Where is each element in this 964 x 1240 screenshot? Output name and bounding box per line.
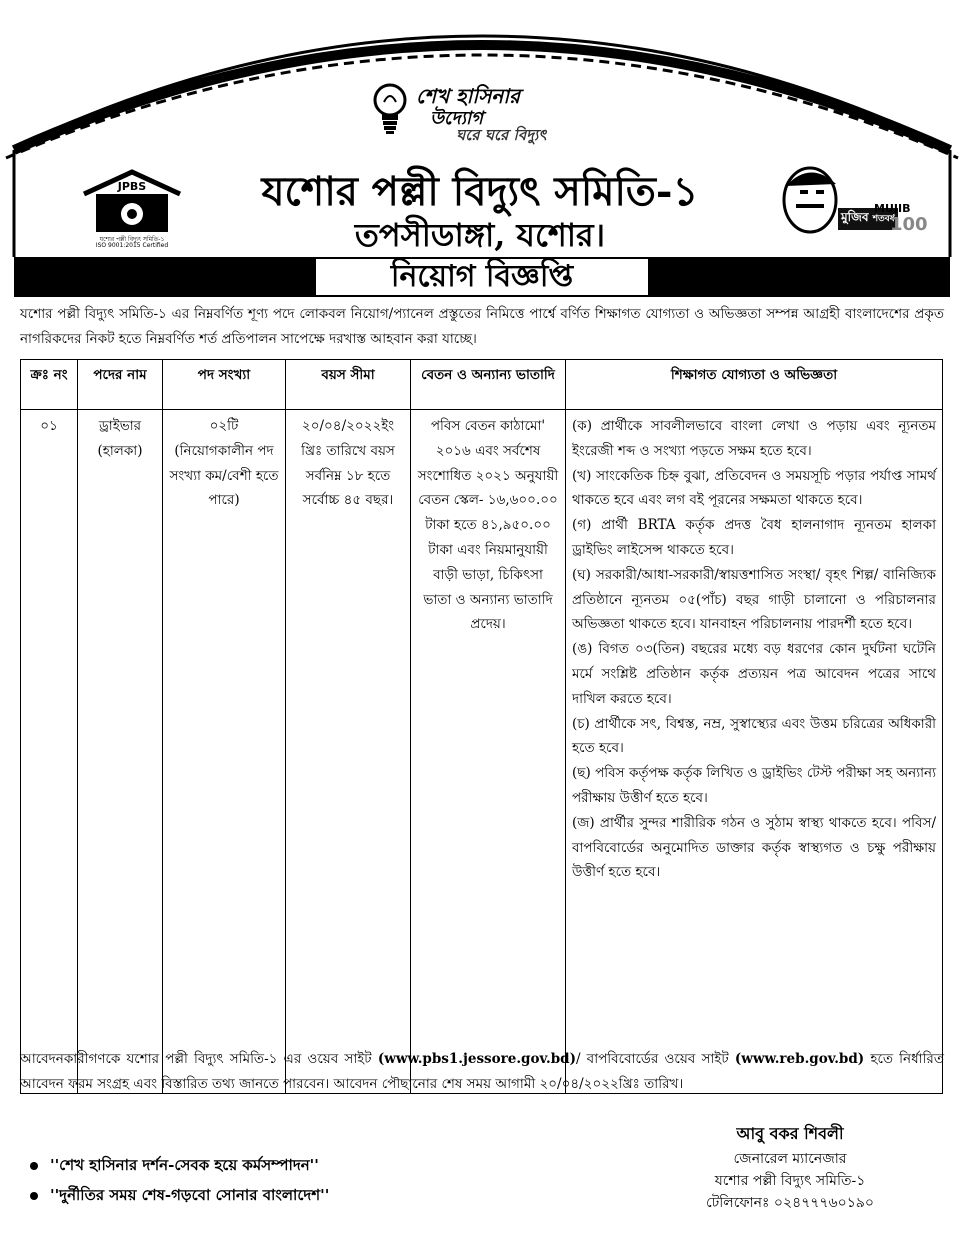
slogan-item: ''দুর্নীতির সময় শেষ-গড়বো সোনার বাংলাদেশ'' — [30, 1180, 590, 1210]
campaign-logo — [372, 82, 612, 146]
pbs-emblem-text: JPBS — [117, 180, 147, 193]
campaign-line-2: উদ্যোগ — [430, 108, 483, 129]
signatory-phone: টেলিফোনঃ ০২৪৭৭৭৬০১৯০ — [705, 1195, 874, 1211]
table-row — [21, 410, 943, 1094]
note-part-3: হতে নির্ধারিত আবেদন ফরম সংগ্রহ এবং বিস্তারিত তথ্য জানতে পারবেন। আবেদন পৌছানোর শেষ সময় আগামী ২০/০৪/২০২২খ্রিঃ তারিখ। — [20, 1051, 944, 1092]
light-bulb-icon — [372, 82, 408, 136]
table-header-row — [21, 360, 943, 410]
cell-qualification — [566, 410, 943, 1094]
mujib-bn-text: মুজিব শতবর্ষ — [838, 208, 898, 230]
note-part-2: / বাপবিবোর্ডের ওয়েব সাইট — [575, 1051, 735, 1067]
header-post: পদের নাম — [78, 360, 163, 410]
org-logo-caption: যশোর পল্লী বিদ্যুৎ সমিতি-১ — [99, 236, 165, 243]
qualification-item: (চ) প্রার্থীকে সৎ, বিশ্বস্ত, নম্র, সুস্বাস্থ্যের এবং উত্তম চরিত্রের অধিকারী হতে হবে। — [572, 715, 936, 757]
org-address: তপসীডাঙ্গা, যশোর। — [354, 216, 606, 254]
qualification-item: (গ) প্রার্থী BRTA কর্তৃক প্রদত্ত বৈধ হালনাগাদ ন্যূনতম হালকা ড্রাইভিং লাইসেন্স থাকতে হবে। — [572, 517, 936, 558]
qualification-item: (ক) প্রার্থীকে সাবলীলভাবে বাংলা লেখা ও পড়ায় এবং ন্যূনতম ইংরেজী শব্দ ও সংখ্যা পড়তে সক্ষম হতে হবে। — [572, 418, 936, 459]
header-salary: বেতন ও অন্যান্য ভাতাদি — [411, 360, 566, 410]
header-qualification: শিক্ষাগত যোগ্যতা ও অভিজ্ঞতা — [566, 360, 943, 410]
qualification-item: (জ) প্রার্থীর সুন্দর শারীরিক গঠন ও সুঠাম স্বাস্থ্য থাকতে হবে। পবিস/বাপবিবোর্ডের অনুমোদিত ডাক্তার কর্তৃক স্বাস্থ্যগত ও চক্ষু পরীক্ষায় উত্তীর্ণ হতে হবে। — [572, 814, 936, 881]
portrait-icon — [764, 160, 874, 248]
slogan-item: ''শেখ হাসিনার দর্শন-সেবক হয়ে কর্মসম্পাদন'' — [30, 1150, 590, 1180]
qualification-item: (ঙ) বিগত ০৩(তিন) বছরের মধ্যে বড় ধরণের কোন দুর্ঘটনা ঘটেনি মর্মে সংশ্লিষ্ট প্রতিষ্ঠান কর্তৃক প্রত্যয়ন পত্র আবেদন পত্রের সাথে দাখিল করতে হবে। — [572, 641, 936, 707]
header-count: পদ সংখ্যা — [163, 360, 286, 410]
mujib-100-text: 100 — [890, 214, 928, 235]
campaign-line-1: শেখ হাসিনার — [416, 84, 521, 108]
signatory-name: আবু বকর শিবলী — [736, 1124, 844, 1143]
header-age: বয়স সীমা — [286, 360, 411, 410]
qualification-item: (খ) সাংকেতিক চিহ্ন বুঝা, প্রতিবেদন ও সময়সূচি পড়ার পর্যাপ্ত সামর্থ থাকতে হবে এবং লগ বই পূরনের সক্ষমতা থাকতে হবে। — [572, 467, 936, 509]
signatory-designation: জেনারেল ম্যানেজার — [733, 1151, 847, 1167]
org-logo-iso: ISO 9001:2015 Certified — [95, 242, 169, 249]
cell-serial: ০১ — [21, 410, 78, 1094]
website-link-reb[interactable]: (www.reb.gov.bd) — [734, 1051, 865, 1067]
note-part-1: আবেদনকারীগণকে যশোর পল্লী বিদ্যুৎ সমিতি-১ এর ওয়েব সাইট — [20, 1051, 378, 1067]
signature-block — [640, 1120, 940, 1214]
campaign-line-3: ঘরে ঘরে বিদ্যুৎ — [456, 126, 547, 144]
org-logo — [70, 168, 194, 254]
cell-post: ড্রাইভার (হালকা) — [78, 410, 163, 1094]
bullet-icon — [30, 1162, 38, 1170]
notice-title: নিয়োগ বিজ্ঞপ্তি — [390, 259, 574, 294]
cell-age: ২০/০৪/২০২২ইং খ্রিঃ তারিখে বয়স সর্বনিম্ন ১৮ হতে সর্বোচ্চ ৪৫ বছর। — [286, 410, 411, 1094]
bullet-icon — [30, 1192, 38, 1200]
website-link-pbs[interactable]: (www.pbs1.jessore.gov.bd) — [377, 1051, 576, 1067]
qualification-item: (ছ) পবিস কর্তৃপক্ষ কর্তৃক লিখিত ও ড্রাইভিং টেস্ট পরীক্ষা সহ অন্যান্য পরীক্ষায় উত্তীর্ণ হতে হবে। — [572, 765, 936, 806]
mujib-100-logo — [764, 160, 934, 248]
job-table — [20, 359, 943, 1094]
pbs-emblem-icon — [70, 168, 194, 234]
title-band — [14, 257, 950, 297]
org-name: যশোর পল্লী বিদ্যুৎ সমিতি-১ — [261, 168, 699, 215]
intro-paragraph: যশোর পল্লী বিদ্যুৎ সমিতি-১ এর নিম্নবর্ণিত শূণ্য পদে লোকবল নিয়োগ/প্যানেল প্রস্তুতের নিমিত্তে পার্শ্বে বর্ণিত শিক্ষাগত যোগ্যতা ও অভিজ্ঞতা সম্পন্ন আগ্রহী বাংলাদেশের প্রকৃত নাগরিকদের নিকট হতে নিম্নবর্ণিত শর্ত প্রতিপালন সাপেক্ষে দরখাস্ত আহবান করা যাচ্ছে। — [20, 306, 944, 347]
slogans — [30, 1150, 590, 1210]
signatory-org: যশোর পল্লী বিদ্যুৎ সমিতি-১ — [714, 1173, 866, 1189]
header-serial: ক্রঃ নং — [21, 360, 78, 410]
application-note — [20, 1047, 944, 1097]
cell-salary: পবিস বেতন কাঠামো' ২০১৬ এবং সর্বশেষ সংশোধিত ২০২১ অনুযায়ী বেতন স্কেল- ১৬,৬০০.০০ টাকা হতে ৪১,৯৫০.০০ টাকা এবং নিয়মানুযায়ী বাড়ী ভাড়া, চিকিৎসা ভাতা ও অন্যান্য ভাতাদি প্রদেয়। — [411, 410, 566, 1094]
cell-count: ০২টি (নিয়োগকালীন পদ সংখ্যা কম/বেশী হতে পারে) — [163, 410, 286, 1094]
qualification-item: (ঘ) সরকারী/আধা-সরকারী/স্বায়ত্তশাসিত সংস্থা/ বৃহৎ শিল্প/ বানিজ্যিক প্রতিষ্ঠানে ন্যূনতম ০৫(পাঁচ) বছর গাড়ী চালানো ও পরিচালনার অভিজ্ঞতা থাকতে হবে। যানবাহন পরিচালনায় পারদর্শী হতে হবে। — [572, 566, 936, 633]
mujib-en-text: MUJIB — [874, 202, 911, 215]
